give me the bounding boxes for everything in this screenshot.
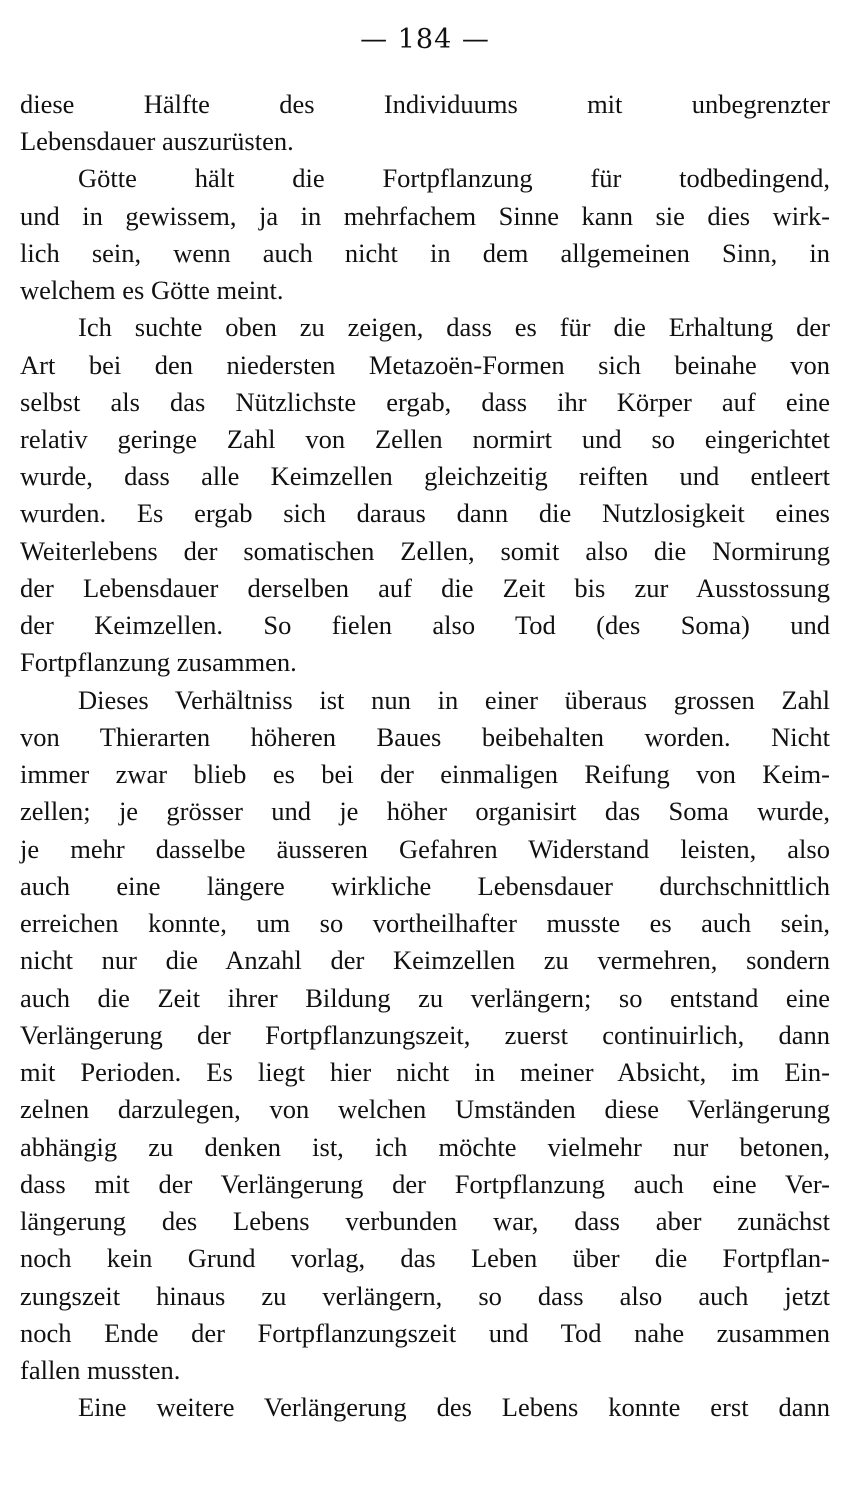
text-line: Verlängerung der Fortpflanzungszeit, zuerst continuirlich, dann (20, 1020, 830, 1050)
text-line: relativ geringe Zahl von Zellen normirt und so eingerichtet (20, 424, 830, 454)
text-line: Ich suchte oben zu zeigen, dass es für die Erhaltung der (78, 312, 830, 342)
text-line: erreichen konnte, um so vortheilhafter musste es auch sein, (20, 908, 830, 938)
text-line: Eine weitere Verlängerung des Lebens konnte erst dann (78, 1392, 830, 1422)
text-line: wurde, dass alle Keimzellen gleichzeitig reiften und entleert (20, 461, 830, 491)
text-line: Art bei den niedersten Metazoën-Formen sich beinahe von (20, 350, 830, 380)
text-line: diese Hälfte des Individuums mit unbegrenzter (20, 89, 830, 119)
text-line: zungszeit hinaus zu verlängern, so dass also auch jetzt (20, 1281, 830, 1311)
text-line: welchem es Götte meint. (20, 275, 284, 305)
text-line: Lebensdauer auszurüsten. (20, 126, 294, 156)
text-line: abhängig zu denken ist, ich möchte vielmehr nur betonen, (20, 1132, 830, 1162)
text-line: Fortpflanzung zusammen. (20, 647, 297, 677)
text-line: zellen; je grösser und je höher organisirt das Soma wurde, (20, 796, 830, 826)
text-line: und in gewissem, ja in mehrfachem Sinne kann sie dies wirk- (20, 201, 830, 231)
text-line: fallen mussten. (20, 1355, 181, 1385)
text-line: dass mit der Verlängerung der Fortpflanzung auch eine Ver- (20, 1169, 830, 1199)
text-line: je mehr dasselbe äusseren Gefahren Widerstand leisten, also (20, 834, 830, 864)
text-line: lich sein, wenn auch nicht in dem allgemeinen Sinn, in (20, 238, 830, 268)
text-line: der Lebensdauer derselben auf die Zeit bis zur Ausstossung (20, 573, 830, 603)
text-line: Dieses Verhältniss ist nun in einer überaus grossen Zahl (78, 685, 830, 715)
text-line: Weiterlebens der somatischen Zellen, somit also die Normirung (20, 536, 830, 566)
text-line: immer zwar blieb es bei der einmaligen Reifung von Keim- (20, 759, 830, 789)
text-line: nicht nur die Anzahl der Keimzellen zu vermehren, sondern (20, 945, 830, 975)
page-number: — 184 — (360, 24, 490, 55)
text-line: selbst als das Nützlichste ergab, dass ihr Körper auf eine (20, 387, 830, 417)
text-line: mit Perioden. Es liegt hier nicht in meiner Absicht, im Ein- (20, 1057, 830, 1087)
text-line: zelnen darzulegen, von welchen Umständen diese Verlängerung (20, 1094, 830, 1124)
text-line: auch die Zeit ihrer Bildung zu verlängern; so entstand eine (20, 983, 830, 1013)
text-line: der Keimzellen. So fielen also Tod (des Soma) und (20, 610, 830, 640)
text-line: Götte hält die Fortpflanzung für todbedingend, (78, 163, 830, 193)
text-line: längerung des Lebens verbunden war, dass aber zunächst (20, 1206, 830, 1236)
text-line: noch Ende der Fortpflanzungszeit und Tod nahe zusammen (20, 1318, 830, 1348)
text-line: von Thierarten höheren Baues beibehalten worden. Nicht (20, 722, 830, 752)
text-line: wurden. Es ergab sich daraus dann die Nutzlosigkeit eines (20, 498, 830, 528)
text-line: auch eine längere wirkliche Lebensdauer durchschnittlich (20, 871, 830, 901)
text-line: noch kein Grund vorlag, das Leben über die Fortpflan- (20, 1243, 830, 1273)
